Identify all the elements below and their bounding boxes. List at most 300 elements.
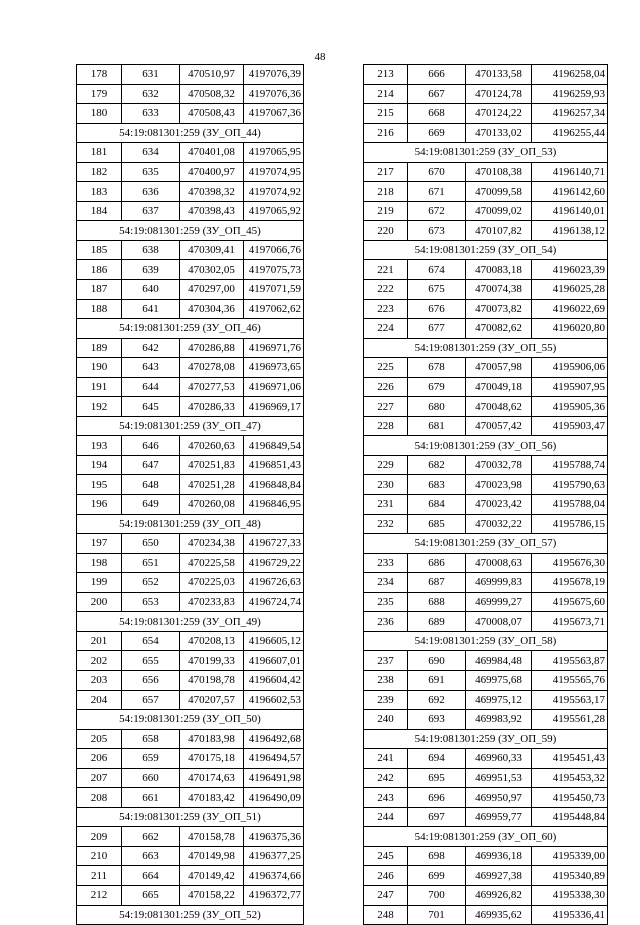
- x-coordinate-cell: 470149,98: [180, 846, 244, 866]
- section-header: 54:19:081301:259 (ЗУ_ОП_54): [364, 240, 608, 260]
- point-number-cell: 639: [122, 260, 180, 280]
- point-number-cell: 658: [122, 729, 180, 749]
- point-number-cell: 660: [122, 768, 180, 788]
- coordinates-table-left: [76, 64, 304, 925]
- x-coordinate-cell: 470124,22: [466, 104, 532, 124]
- point-number-cell: 642: [122, 338, 180, 358]
- y-coordinate-cell: 4196729,22: [244, 553, 304, 573]
- x-coordinate-cell: 470208,13: [180, 631, 244, 651]
- x-coordinate-cell: 470008,07: [466, 612, 532, 632]
- y-coordinate-cell: 4197074,92: [244, 182, 304, 202]
- x-coordinate-cell: 470286,88: [180, 338, 244, 358]
- point-number-cell: 647: [122, 455, 180, 475]
- row-number-cell: 212: [77, 885, 122, 905]
- x-coordinate-cell: 469975,12: [466, 690, 532, 710]
- y-coordinate-cell: 4195788,74: [532, 455, 608, 475]
- y-coordinate-cell: 4195676,30: [532, 553, 608, 573]
- x-coordinate-cell: 470510,97: [180, 65, 244, 85]
- row-number-cell: 244: [364, 807, 408, 827]
- y-coordinate-cell: 4196257,34: [532, 104, 608, 124]
- y-coordinate-cell: 4195336,41: [532, 905, 608, 925]
- table-row: [364, 260, 608, 280]
- y-coordinate-cell: 4196846,95: [244, 495, 304, 515]
- point-number-cell: 661: [122, 788, 180, 808]
- x-coordinate-cell: 470508,32: [180, 84, 244, 104]
- table-row: [364, 495, 608, 515]
- table-row: [77, 592, 304, 612]
- point-number-cell: 657: [122, 690, 180, 710]
- x-coordinate-cell: 470158,78: [180, 827, 244, 847]
- x-coordinate-cell: 470133,58: [466, 65, 532, 85]
- point-number-cell: 662: [122, 827, 180, 847]
- y-coordinate-cell: 4197067,36: [244, 104, 304, 124]
- y-coordinate-cell: 4196602,53: [244, 690, 304, 710]
- row-number-cell: 225: [364, 358, 408, 378]
- x-coordinate-cell: 470225,03: [180, 573, 244, 593]
- section-header: 54:19:081301:259 (ЗУ_ОП_45): [77, 221, 304, 241]
- point-number-cell: 633: [122, 104, 180, 124]
- row-number-cell: 189: [77, 338, 122, 358]
- point-number-cell: 644: [122, 377, 180, 397]
- point-number-cell: 645: [122, 397, 180, 417]
- point-number-cell: 697: [408, 807, 466, 827]
- point-number-cell: 659: [122, 749, 180, 769]
- row-number-cell: 243: [364, 788, 408, 808]
- table-row: [77, 65, 304, 85]
- row-number-cell: 203: [77, 670, 122, 690]
- y-coordinate-cell: 4196849,54: [244, 436, 304, 456]
- y-coordinate-cell: 4196973,65: [244, 358, 304, 378]
- row-number-cell: 178: [77, 65, 122, 85]
- section-header: 54:19:081301:259 (ЗУ_ОП_56): [364, 436, 608, 456]
- row-number-cell: 215: [364, 104, 408, 124]
- x-coordinate-cell: 470251,83: [180, 455, 244, 475]
- table-row: [364, 416, 608, 436]
- table-row: [364, 788, 608, 808]
- x-coordinate-cell: 470260,63: [180, 436, 244, 456]
- x-coordinate-cell: 470057,98: [466, 358, 532, 378]
- y-coordinate-cell: 4195903,47: [532, 416, 608, 436]
- table-row: [364, 104, 608, 124]
- row-number-cell: 210: [77, 846, 122, 866]
- table-row: [364, 182, 608, 202]
- table-row: [77, 201, 304, 221]
- table-row: [364, 885, 608, 905]
- row-number-cell: 197: [77, 534, 122, 554]
- x-coordinate-cell: 470302,05: [180, 260, 244, 280]
- row-number-cell: 222: [364, 280, 408, 300]
- y-coordinate-cell: 4196971,76: [244, 338, 304, 358]
- x-coordinate-cell: 470251,28: [180, 475, 244, 495]
- section-header-row: [364, 338, 608, 358]
- table-row: [364, 670, 608, 690]
- table-row: [77, 377, 304, 397]
- table-row: [364, 358, 608, 378]
- section-header: 54:19:081301:259 (ЗУ_ОП_49): [77, 612, 304, 632]
- section-header-row: [364, 143, 608, 163]
- table-row: [364, 280, 608, 300]
- section-header-row: [77, 319, 304, 339]
- y-coordinate-cell: 4197074,95: [244, 162, 304, 182]
- table-row: [364, 905, 608, 925]
- row-number-cell: 180: [77, 104, 122, 124]
- y-coordinate-cell: 4196969,17: [244, 397, 304, 417]
- y-coordinate-cell: 4197065,95: [244, 143, 304, 163]
- x-coordinate-cell: 470023,98: [466, 475, 532, 495]
- section-header-row: [77, 514, 304, 534]
- point-number-cell: 648: [122, 475, 180, 495]
- y-coordinate-cell: 4197076,39: [244, 65, 304, 85]
- y-coordinate-cell: 4196971,06: [244, 377, 304, 397]
- y-coordinate-cell: 4197062,62: [244, 299, 304, 319]
- y-coordinate-cell: 4196377,25: [244, 846, 304, 866]
- point-number-cell: 632: [122, 84, 180, 104]
- x-coordinate-cell: 470398,32: [180, 182, 244, 202]
- row-number-cell: 233: [364, 553, 408, 573]
- table-row: [364, 299, 608, 319]
- row-number-cell: 224: [364, 319, 408, 339]
- point-number-cell: 640: [122, 280, 180, 300]
- point-number-cell: 689: [408, 612, 466, 632]
- row-number-cell: 195: [77, 475, 122, 495]
- table-row: [77, 690, 304, 710]
- table-row: [364, 221, 608, 241]
- table-row: [77, 553, 304, 573]
- point-number-cell: 694: [408, 749, 466, 769]
- section-header: 54:19:081301:259 (ЗУ_ОП_52): [77, 905, 304, 925]
- y-coordinate-cell: 4195673,71: [532, 612, 608, 632]
- section-header-row: [364, 827, 608, 847]
- section-header: 54:19:081301:259 (ЗУ_ОП_59): [364, 729, 608, 749]
- x-coordinate-cell: 470297,00: [180, 280, 244, 300]
- table-row: [77, 182, 304, 202]
- point-number-cell: 678: [408, 358, 466, 378]
- x-coordinate-cell: 470049,18: [466, 377, 532, 397]
- table-row: [364, 807, 608, 827]
- x-coordinate-cell: 470107,82: [466, 221, 532, 241]
- section-header: 54:19:081301:259 (ЗУ_ОП_51): [77, 807, 304, 827]
- y-coordinate-cell: 4196724,74: [244, 592, 304, 612]
- point-number-cell: 695: [408, 768, 466, 788]
- coordinates-table-right: [363, 64, 608, 925]
- row-number-cell: 241: [364, 749, 408, 769]
- y-coordinate-cell: 4196604,42: [244, 670, 304, 690]
- point-number-cell: 676: [408, 299, 466, 319]
- table-row: [77, 299, 304, 319]
- table-row: [77, 729, 304, 749]
- point-number-cell: 675: [408, 280, 466, 300]
- point-number-cell: 701: [408, 905, 466, 925]
- x-coordinate-cell: 470401,08: [180, 143, 244, 163]
- point-number-cell: 636: [122, 182, 180, 202]
- x-coordinate-cell: 469926,82: [466, 885, 532, 905]
- section-header-row: [77, 416, 304, 436]
- x-coordinate-cell: 469960,33: [466, 749, 532, 769]
- row-number-cell: 235: [364, 592, 408, 612]
- table-row: [77, 651, 304, 671]
- point-number-cell: 686: [408, 553, 466, 573]
- section-header: 54:19:081301:259 (ЗУ_ОП_53): [364, 143, 608, 163]
- table-row: [364, 201, 608, 221]
- y-coordinate-cell: 4196726,63: [244, 573, 304, 593]
- row-number-cell: 245: [364, 846, 408, 866]
- y-coordinate-cell: 4196258,04: [532, 65, 608, 85]
- x-coordinate-cell: 469935,62: [466, 905, 532, 925]
- point-number-cell: 635: [122, 162, 180, 182]
- point-number-cell: 671: [408, 182, 466, 202]
- point-number-cell: 680: [408, 397, 466, 417]
- point-number-cell: 679: [408, 377, 466, 397]
- x-coordinate-cell: 469950,97: [466, 788, 532, 808]
- table-row: [364, 123, 608, 143]
- x-coordinate-cell: 470233,83: [180, 592, 244, 612]
- y-coordinate-cell: 4196023,39: [532, 260, 608, 280]
- x-coordinate-cell: 470304,36: [180, 299, 244, 319]
- row-number-cell: 232: [364, 514, 408, 534]
- point-number-cell: 646: [122, 436, 180, 456]
- table-row: [77, 885, 304, 905]
- table-row: [77, 436, 304, 456]
- y-coordinate-cell: 4195561,28: [532, 710, 608, 730]
- row-number-cell: 226: [364, 377, 408, 397]
- row-number-cell: 183: [77, 182, 122, 202]
- y-coordinate-cell: 4196374,66: [244, 866, 304, 886]
- row-number-cell: 208: [77, 788, 122, 808]
- row-number-cell: 211: [77, 866, 122, 886]
- row-number-cell: 217: [364, 162, 408, 182]
- point-number-cell: 698: [408, 846, 466, 866]
- row-number-cell: 201: [77, 631, 122, 651]
- row-number-cell: 221: [364, 260, 408, 280]
- table-row: [364, 162, 608, 182]
- y-coordinate-cell: 4196020,80: [532, 319, 608, 339]
- row-number-cell: 188: [77, 299, 122, 319]
- section-header: 54:19:081301:259 (ЗУ_ОП_50): [77, 710, 304, 730]
- y-coordinate-cell: 4196142,60: [532, 182, 608, 202]
- y-coordinate-cell: 4197065,92: [244, 201, 304, 221]
- point-number-cell: 674: [408, 260, 466, 280]
- table-row: [77, 338, 304, 358]
- row-number-cell: 191: [77, 377, 122, 397]
- row-number-cell: 242: [364, 768, 408, 788]
- row-number-cell: 184: [77, 201, 122, 221]
- point-number-cell: 664: [122, 866, 180, 886]
- y-coordinate-cell: 4196255,44: [532, 123, 608, 143]
- x-coordinate-cell: 469951,53: [466, 768, 532, 788]
- x-coordinate-cell: 470133,02: [466, 123, 532, 143]
- table-row: [77, 670, 304, 690]
- x-coordinate-cell: 470032,22: [466, 514, 532, 534]
- x-coordinate-cell: 469927,38: [466, 866, 532, 886]
- point-number-cell: 663: [122, 846, 180, 866]
- y-coordinate-cell: 4196605,12: [244, 631, 304, 651]
- row-number-cell: 220: [364, 221, 408, 241]
- table-row: [77, 495, 304, 515]
- section-header-row: [364, 631, 608, 651]
- y-coordinate-cell: 4195675,60: [532, 592, 608, 612]
- table-row: [364, 749, 608, 769]
- point-number-cell: 638: [122, 240, 180, 260]
- point-number-cell: 684: [408, 495, 466, 515]
- section-header: 54:19:081301:259 (ЗУ_ОП_48): [77, 514, 304, 534]
- point-number-cell: 693: [408, 710, 466, 730]
- section-header: 54:19:081301:259 (ЗУ_ОП_46): [77, 319, 304, 339]
- section-header-row: [364, 240, 608, 260]
- coordinates-table-right-body: [364, 65, 608, 925]
- x-coordinate-cell: 469999,83: [466, 573, 532, 593]
- section-header-row: [77, 807, 304, 827]
- y-coordinate-cell: 4197076,36: [244, 84, 304, 104]
- row-number-cell: 227: [364, 397, 408, 417]
- row-number-cell: 219: [364, 201, 408, 221]
- y-coordinate-cell: 4195906,06: [532, 358, 608, 378]
- table-row: [364, 592, 608, 612]
- x-coordinate-cell: 470073,82: [466, 299, 532, 319]
- y-coordinate-cell: 4195905,36: [532, 397, 608, 417]
- row-number-cell: 200: [77, 592, 122, 612]
- point-number-cell: 668: [408, 104, 466, 124]
- section-header-row: [77, 905, 304, 925]
- y-coordinate-cell: 4196492,68: [244, 729, 304, 749]
- y-coordinate-cell: 4195563,17: [532, 690, 608, 710]
- section-header-row: [364, 436, 608, 456]
- point-number-cell: 700: [408, 885, 466, 905]
- point-number-cell: 692: [408, 690, 466, 710]
- x-coordinate-cell: 469975,68: [466, 670, 532, 690]
- table-row: [364, 397, 608, 417]
- y-coordinate-cell: 4195340,89: [532, 866, 608, 886]
- x-coordinate-cell: 470225,58: [180, 553, 244, 573]
- row-number-cell: 192: [77, 397, 122, 417]
- y-coordinate-cell: 4196851,43: [244, 455, 304, 475]
- point-number-cell: 670: [408, 162, 466, 182]
- table-row: [77, 240, 304, 260]
- y-coordinate-cell: 4196490,09: [244, 788, 304, 808]
- point-number-cell: 652: [122, 573, 180, 593]
- row-number-cell: 193: [77, 436, 122, 456]
- coordinates-table-left-body: [77, 65, 304, 925]
- table-row: [364, 553, 608, 573]
- y-coordinate-cell: 4197075,73: [244, 260, 304, 280]
- x-coordinate-cell: 470207,57: [180, 690, 244, 710]
- y-coordinate-cell: 4195450,73: [532, 788, 608, 808]
- row-number-cell: 230: [364, 475, 408, 495]
- row-number-cell: 209: [77, 827, 122, 847]
- y-coordinate-cell: 4195790,63: [532, 475, 608, 495]
- y-coordinate-cell: 4195786,15: [532, 514, 608, 534]
- row-number-cell: 187: [77, 280, 122, 300]
- row-number-cell: 228: [364, 416, 408, 436]
- table-row: [364, 377, 608, 397]
- point-number-cell: 665: [122, 885, 180, 905]
- x-coordinate-cell: 470082,62: [466, 319, 532, 339]
- row-number-cell: 229: [364, 455, 408, 475]
- row-number-cell: 205: [77, 729, 122, 749]
- row-number-cell: 179: [77, 84, 122, 104]
- point-number-cell: 631: [122, 65, 180, 85]
- x-coordinate-cell: 470260,08: [180, 495, 244, 515]
- x-coordinate-cell: 470234,38: [180, 534, 244, 554]
- row-number-cell: 199: [77, 573, 122, 593]
- y-coordinate-cell: 4195339,00: [532, 846, 608, 866]
- y-coordinate-cell: 4195451,43: [532, 749, 608, 769]
- table-row: [364, 612, 608, 632]
- table-row: [77, 631, 304, 651]
- point-number-cell: 653: [122, 592, 180, 612]
- row-number-cell: 204: [77, 690, 122, 710]
- row-number-cell: 207: [77, 768, 122, 788]
- y-coordinate-cell: 4196140,01: [532, 201, 608, 221]
- table-row: [77, 104, 304, 124]
- point-number-cell: 672: [408, 201, 466, 221]
- point-number-cell: 687: [408, 573, 466, 593]
- y-coordinate-cell: 4196025,28: [532, 280, 608, 300]
- row-number-cell: 234: [364, 573, 408, 593]
- row-number-cell: 196: [77, 495, 122, 515]
- x-coordinate-cell: 470309,41: [180, 240, 244, 260]
- table-row: [77, 475, 304, 495]
- table-row: [77, 827, 304, 847]
- section-header: 54:19:081301:259 (ЗУ_ОП_44): [77, 123, 304, 143]
- point-number-cell: 683: [408, 475, 466, 495]
- table-row: [77, 768, 304, 788]
- y-coordinate-cell: 4196259,93: [532, 84, 608, 104]
- point-number-cell: 677: [408, 319, 466, 339]
- row-number-cell: 231: [364, 495, 408, 515]
- x-coordinate-cell: 470099,02: [466, 201, 532, 221]
- table-row: [364, 514, 608, 534]
- table-row: [364, 455, 608, 475]
- table-row: [364, 573, 608, 593]
- row-number-cell: 236: [364, 612, 408, 632]
- table-row: [77, 788, 304, 808]
- row-number-cell: 214: [364, 84, 408, 104]
- table-row: [77, 846, 304, 866]
- point-number-cell: 690: [408, 651, 466, 671]
- point-number-cell: 681: [408, 416, 466, 436]
- x-coordinate-cell: 470149,42: [180, 866, 244, 886]
- x-coordinate-cell: 469936,18: [466, 846, 532, 866]
- x-coordinate-cell: 470278,08: [180, 358, 244, 378]
- y-coordinate-cell: 4196140,71: [532, 162, 608, 182]
- point-number-cell: 634: [122, 143, 180, 163]
- x-coordinate-cell: 470277,53: [180, 377, 244, 397]
- row-number-cell: 238: [364, 670, 408, 690]
- y-coordinate-cell: 4196372,77: [244, 885, 304, 905]
- point-number-cell: 655: [122, 651, 180, 671]
- row-number-cell: 186: [77, 260, 122, 280]
- point-number-cell: 641: [122, 299, 180, 319]
- y-coordinate-cell: 4197071,59: [244, 280, 304, 300]
- table-row: [364, 690, 608, 710]
- section-header-row: [364, 534, 608, 554]
- x-coordinate-cell: 470198,78: [180, 670, 244, 690]
- y-coordinate-cell: 4196494,57: [244, 749, 304, 769]
- x-coordinate-cell: 470083,18: [466, 260, 532, 280]
- row-number-cell: 190: [77, 358, 122, 378]
- y-coordinate-cell: 4196491,98: [244, 768, 304, 788]
- row-number-cell: 237: [364, 651, 408, 671]
- x-coordinate-cell: 470008,63: [466, 553, 532, 573]
- x-coordinate-cell: 470124,78: [466, 84, 532, 104]
- table-row: [77, 749, 304, 769]
- section-header: 54:19:081301:259 (ЗУ_ОП_47): [77, 416, 304, 436]
- point-number-cell: 637: [122, 201, 180, 221]
- table-row: [77, 397, 304, 417]
- section-header-row: [77, 710, 304, 730]
- row-number-cell: 194: [77, 455, 122, 475]
- y-coordinate-cell: 4196022,69: [532, 299, 608, 319]
